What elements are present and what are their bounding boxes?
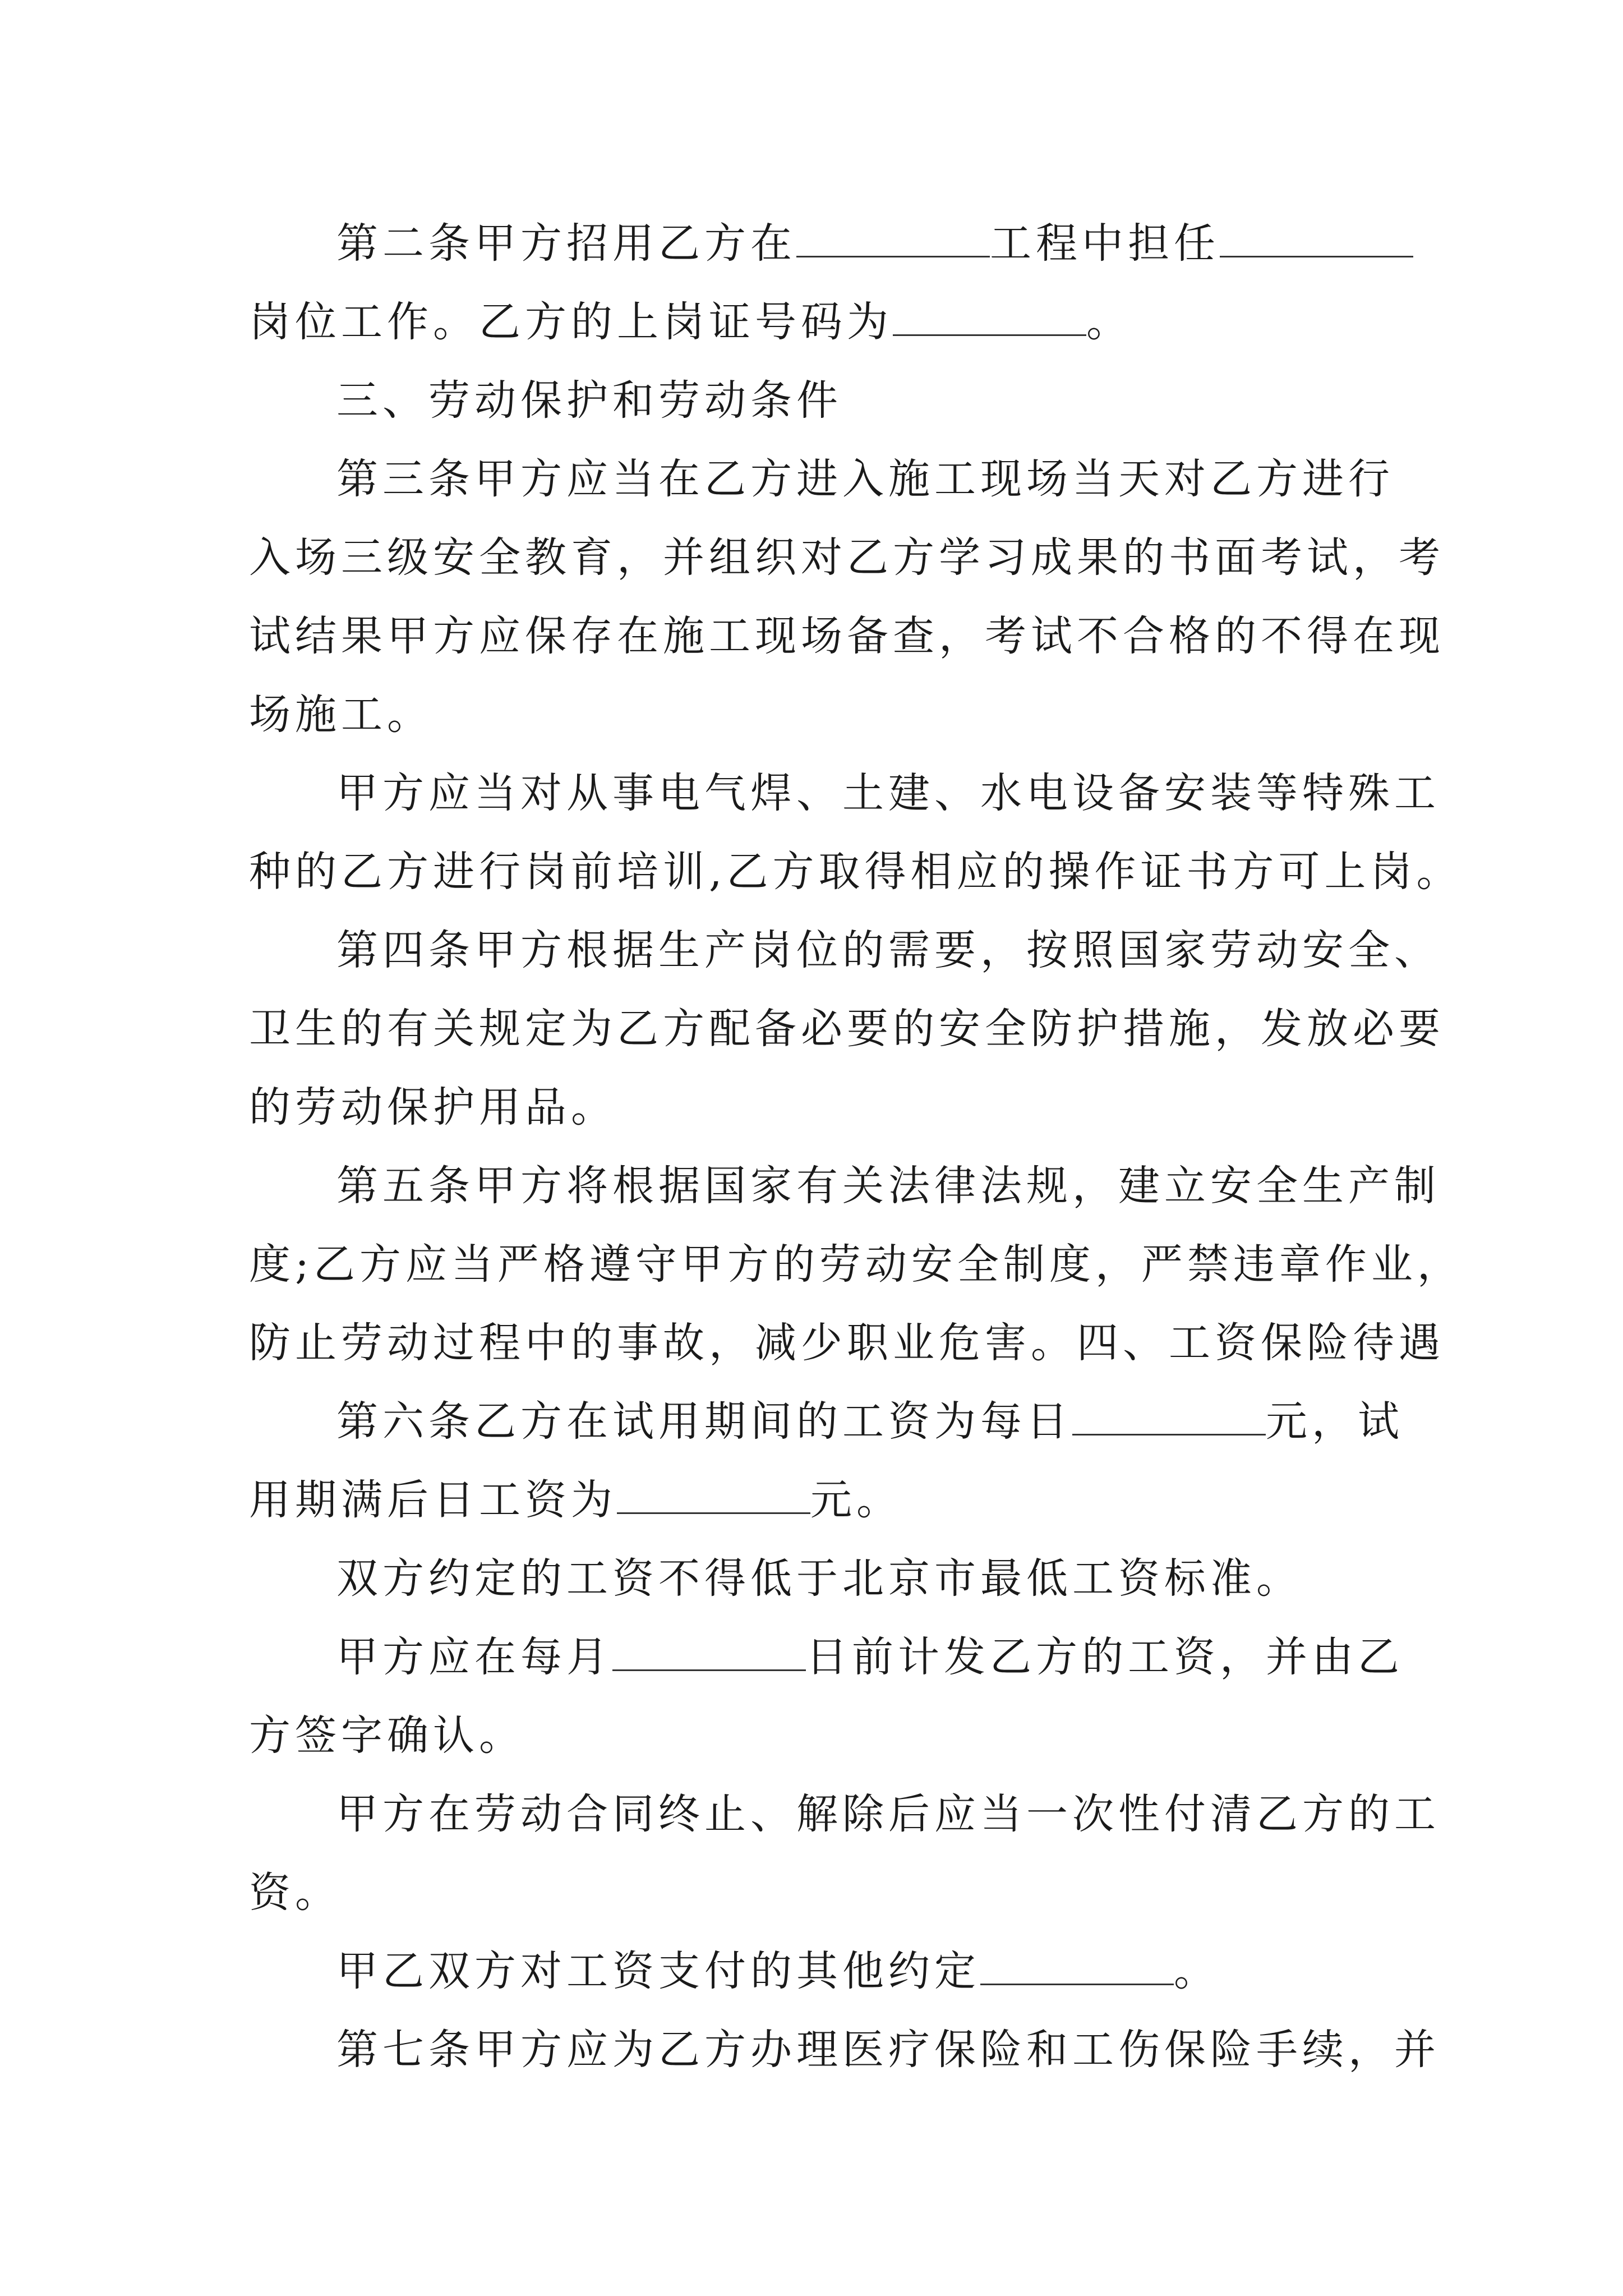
blank-daily-wage: [617, 1480, 810, 1514]
line-17-text-b: 元。: [810, 1476, 902, 1524]
paragraph-line-9: 种的乙方进行岗前培训,乙方取得相应的操作证书方可上岗。: [249, 848, 1463, 896]
line-19-text-b: 日前计发乙方的工资，并由乙: [806, 1633, 1404, 1681]
paragraph-line-15: 防止劳动过程中的事故，减少职业危害。四、工资保险待遇: [249, 1319, 1445, 1367]
line-23-text-a: 甲乙双方对工资支付的其他约定: [336, 1947, 980, 1995]
paragraph-line-17: [249, 1472, 902, 1528]
line-2-text-a: 岗位工作。乙方的上岗证号码为: [249, 298, 893, 346]
paragraph-line-11: 卫生的有关规定为乙方配备必要的安全防护措施，发放必要: [249, 1005, 1445, 1053]
paragraph-line-8: 甲方应当对从事电气焊、土建、水电设备安装等特殊工: [336, 769, 1440, 817]
paragraph-line-12: 的劳动保护用品。: [249, 1083, 617, 1131]
line-2-text-b: 。: [1086, 298, 1132, 346]
paragraph-line-4: 第三条甲方应当在乙方进入施工现场当天对乙方进行: [336, 455, 1394, 503]
paragraph-line-10: 第四条甲方根据生产岗位的需要，按照国家劳动安全、: [336, 926, 1440, 974]
paragraph-line-20: 方签字确认。: [249, 1711, 525, 1760]
paragraph-line-7: 场施工。: [249, 691, 433, 739]
line-16-text-b: 元，试: [1266, 1397, 1404, 1446]
paragraph-line-16: [336, 1393, 1404, 1450]
blank-other-agreement: [980, 1951, 1174, 1985]
line-1-text-a: 第二条甲方招用乙方在: [336, 219, 796, 268]
line-17-text-a: 用期满后日工资为: [249, 1476, 617, 1524]
paragraph-line-19: [336, 1629, 1404, 1685]
paragraph-line-13: 第五条甲方将根据国家有关法律法规，建立安全生产制: [336, 1162, 1440, 1210]
line-1-text-b: 工程中担任: [990, 219, 1220, 268]
paragraph-line-1: [336, 215, 1413, 272]
line-16-text-a: 第六条乙方在试用期间的工资为每日: [336, 1397, 1072, 1446]
blank-position: [1220, 223, 1413, 257]
section-heading-3: 三、劳动保护和劳动条件: [336, 376, 842, 425]
paragraph-line-21: 甲方在劳动合同终止、解除后应当一次性付清乙方的工: [336, 1790, 1440, 1838]
blank-certificate-number: [893, 302, 1086, 336]
paragraph-line-6: 试结果甲方应保存在施工现场备查，考试不合格的不得在现: [249, 612, 1445, 660]
blank-pay-day: [612, 1637, 806, 1671]
blank-trial-daily-wage: [1072, 1401, 1266, 1435]
paragraph-line-14: 度;乙方应当严格遵守甲方的劳动安全制度，严禁违章作业，: [249, 1240, 1463, 1289]
paragraph-line-2: [249, 294, 1132, 350]
paragraph-line-5: 入场三级安全教育，并组织对乙方学习成果的书面考试，考: [249, 533, 1445, 582]
paragraph-line-24: 第七条甲方应为乙方办理医疗保险和工伤保险手续，并: [336, 2026, 1440, 2074]
line-19-text-a: 甲方应在每月: [336, 1633, 612, 1681]
paragraph-line-23: [336, 1943, 1220, 1999]
line-23-text-b: 。: [1174, 1947, 1220, 1995]
paragraph-line-18: 双方约定的工资不得低于北京市最低工资标准。: [336, 1554, 1302, 1603]
blank-project-name: [796, 223, 990, 257]
paragraph-line-22: 资。: [249, 1869, 341, 1917]
